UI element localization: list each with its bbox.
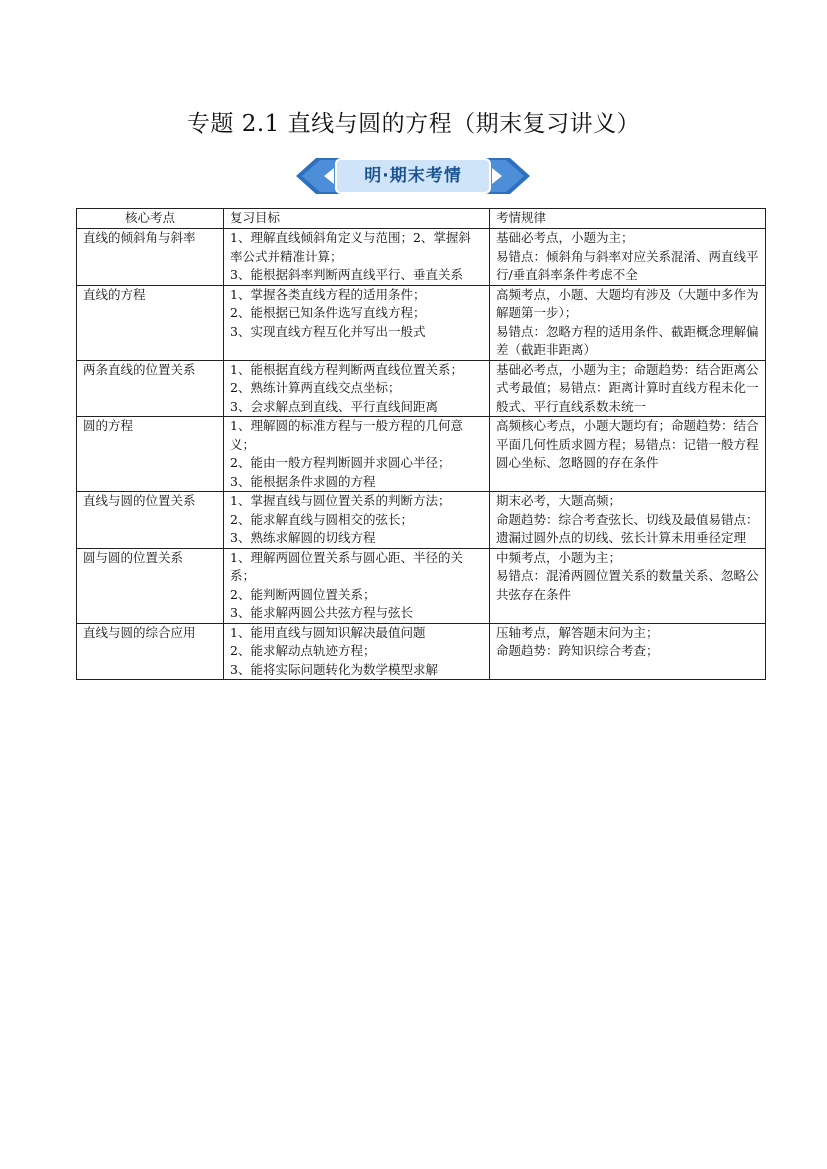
patterns-cell bbox=[490, 548, 766, 623]
goals-line: 2、能根据已知条件选写直线方程； bbox=[230, 305, 426, 320]
goals-cell bbox=[224, 360, 490, 417]
header-topic: 核心考点 bbox=[77, 209, 224, 229]
topic-cell: 直线的倾斜角与斜率 bbox=[77, 229, 224, 286]
patterns-line: 高频考点，小题、大题均有涉及（大题中多作为解题第一步）； bbox=[496, 286, 759, 320]
goals-line: 3、能根据斜率判断两直线平行、垂直关系 bbox=[230, 267, 463, 282]
patterns-line: 易错点：混淆两圆位置关系的数量关系、忽略公共弦存在条件 bbox=[496, 568, 759, 602]
patterns-cell bbox=[490, 623, 766, 680]
patterns-cell bbox=[490, 229, 766, 286]
goals-line: 1、理解直线倾斜角定义与范围；2、掌握斜率公式并精准计算； bbox=[230, 230, 471, 264]
patterns-cell bbox=[490, 492, 766, 549]
patterns-line: 命题趋势：综合考查弦长、切线及最值易错点：遗漏过圆外点的切线、弦长计算未用垂径定理 bbox=[496, 511, 759, 545]
table-row bbox=[77, 285, 766, 360]
patterns-line: 基础必考点，小题为主；命题趋势：结合距离公式考最值；易错点：距离计算时直线方程未化一般式、平行直线系数未统一 bbox=[496, 361, 759, 414]
topic-cell: 两条直线的位置关系 bbox=[77, 360, 224, 417]
topic-cell: 直线的方程 bbox=[77, 285, 224, 360]
goals-line: 2、能求解动点轨迹方程； bbox=[230, 643, 376, 658]
patterns-line: 基础必考点，小题为主； bbox=[496, 230, 634, 245]
goals-line: 1、理解两圆位置关系与圆心距、半径的关系； bbox=[230, 549, 463, 583]
goals-cell bbox=[224, 623, 490, 680]
topic-cell: 圆与圆的位置关系 bbox=[77, 548, 224, 623]
goals-cell bbox=[224, 229, 490, 286]
goals-line: 2、能由一般方程判断圆并求圆心半径； bbox=[230, 455, 451, 470]
goals-line: 3、实现直线方程互化并写出一般式 bbox=[230, 323, 426, 339]
table-row bbox=[77, 623, 766, 680]
goals-line: 1、掌握直线与圆位置关系的判断方法； bbox=[230, 493, 451, 508]
goals-cell bbox=[224, 492, 490, 549]
table-row bbox=[77, 548, 766, 623]
table-header-row bbox=[77, 209, 766, 229]
table-row bbox=[77, 492, 766, 549]
goals-cell bbox=[224, 548, 490, 623]
goals-line: 2、能判断两圆位置关系； bbox=[230, 586, 376, 602]
goals-line: 3、能求解两圆公共弦方程与弦长 bbox=[230, 605, 413, 620]
goals-line: 2、能求解直线与圆相交的弦长； bbox=[230, 511, 413, 527]
goals-line: 1、能根据直线方程判断两直线位置关系； bbox=[230, 361, 463, 377]
goals-line: 1、理解圆的标准方程与一般方程的几何意义； bbox=[230, 418, 463, 452]
header-goals: 复习目标 bbox=[224, 209, 490, 229]
topic-cell: 直线与圆的位置关系 bbox=[77, 492, 224, 549]
patterns-line: 中频考点，小题为主； bbox=[496, 549, 622, 565]
topic-cell: 直线与圆的综合应用 bbox=[77, 623, 224, 680]
goals-line: 1、能用直线与圆知识解决最值问题 bbox=[230, 624, 426, 640]
patterns-line: 高频核心考点，小题大题均有；命题趋势：结合平面几何性质求圆方程；易错点：记错一般方程圆心坐标、忽略圆的存在条件 bbox=[496, 418, 759, 470]
patterns-cell bbox=[490, 360, 766, 417]
patterns-line: 压轴考点，解答题末问为主； bbox=[496, 624, 659, 640]
goals-line: 3、熟练求解圆的切线方程 bbox=[230, 530, 376, 545]
patterns-line: 易错点：倾斜角与斜率对应关系混淆、两直线平行/垂直斜率条件考虑不全 bbox=[496, 248, 759, 282]
page-title: 专题 2.1 直线与圆的方程（期末复习讲义） bbox=[186, 111, 641, 137]
goals-line: 3、能将实际问题转化为数学模型求解 bbox=[230, 661, 438, 677]
header-patterns: 考情规律 bbox=[490, 209, 766, 229]
goals-line: 3、能根据条件求圆的方程 bbox=[230, 473, 376, 489]
review-table bbox=[76, 208, 766, 680]
patterns-line: 期末必考，大题高频； bbox=[496, 493, 622, 508]
goals-line: 1、掌握各类直线方程的适用条件； bbox=[230, 286, 426, 302]
patterns-cell bbox=[490, 417, 766, 492]
table-row bbox=[77, 229, 766, 286]
topic-cell: 圆的方程 bbox=[77, 417, 224, 492]
patterns-line: 命题趋势：跨知识综合考查； bbox=[496, 643, 659, 658]
section-banner bbox=[296, 154, 530, 198]
table-row bbox=[77, 360, 766, 417]
goals-line: 3、会求解点到直线、平行直线间距离 bbox=[230, 398, 438, 414]
table-body bbox=[77, 229, 766, 680]
banner-label: 明·期末考情 bbox=[364, 166, 462, 186]
goals-cell bbox=[224, 285, 490, 360]
patterns-line: 易错点：忽略方程的适用条件、截距概念理解偏差（截距非距离） bbox=[496, 323, 759, 357]
patterns-cell bbox=[490, 285, 766, 360]
goals-line: 2、熟练计算两直线交点坐标； bbox=[230, 380, 401, 395]
table-row bbox=[77, 417, 766, 492]
goals-cell bbox=[224, 417, 490, 492]
